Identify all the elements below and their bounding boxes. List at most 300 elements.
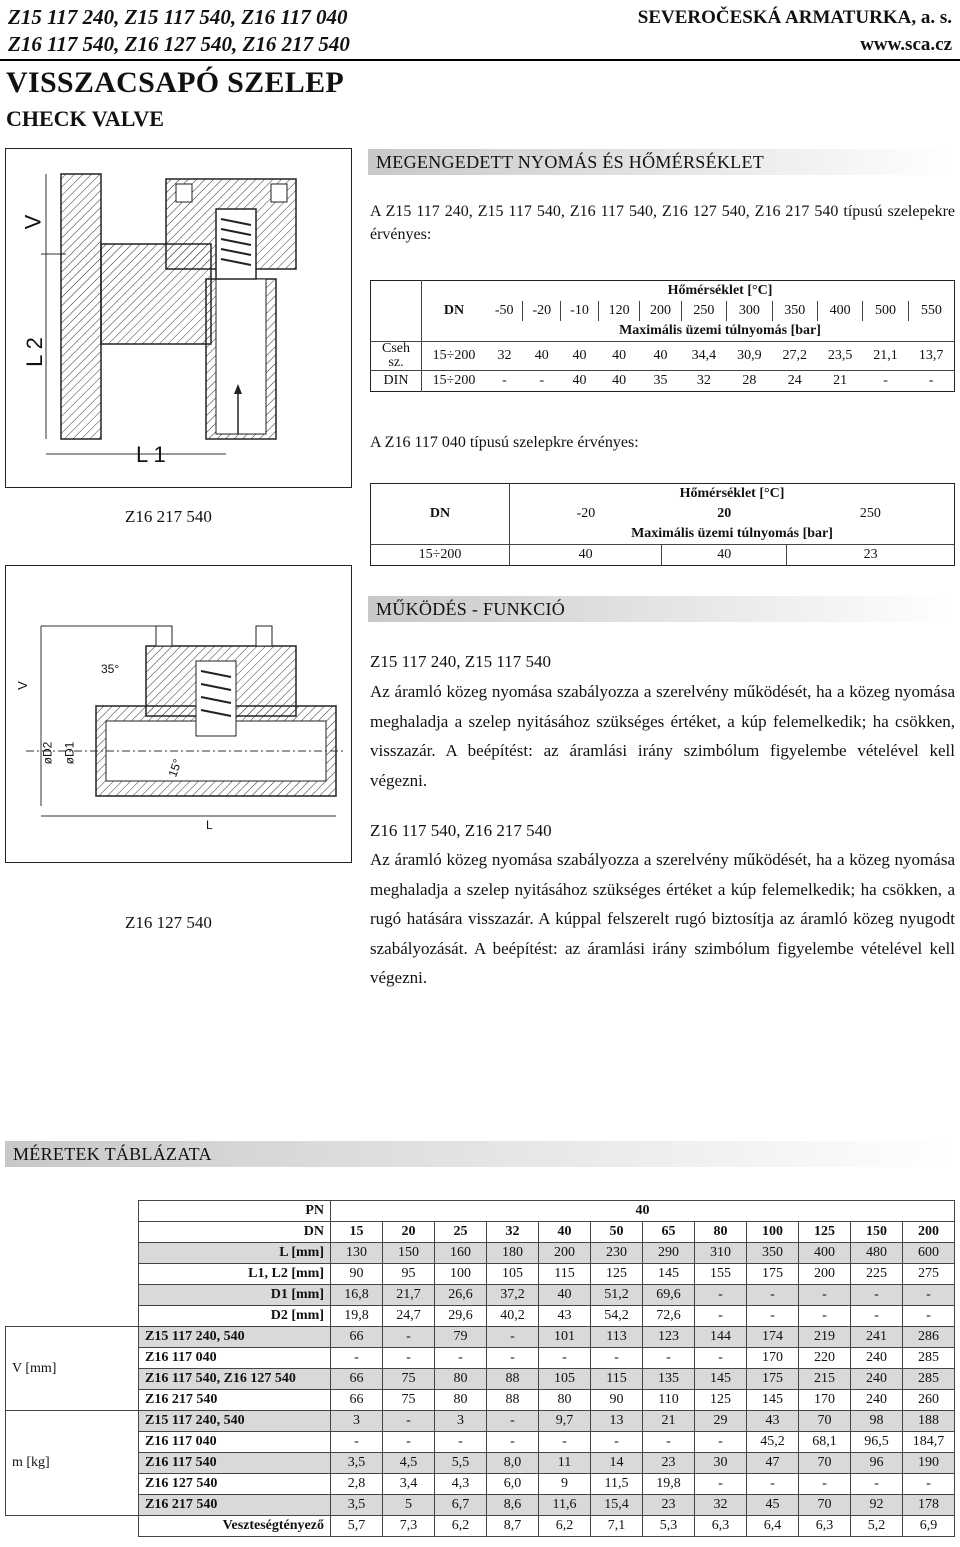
temp-header-2: Hőmérséklet [°C] bbox=[679, 486, 785, 501]
group-value: - bbox=[487, 1327, 539, 1348]
pressure-value: 28 bbox=[742, 373, 757, 388]
pressure-value: 30,9 bbox=[737, 348, 762, 363]
model-list-line1: Z15 117 240, Z15 117 540, Z16 117 040 bbox=[8, 5, 348, 29]
temp-cell: 500 bbox=[863, 301, 908, 321]
dim-label-l1: L 1 bbox=[136, 442, 166, 467]
dn-value: 15 bbox=[331, 1222, 383, 1243]
group-value: 98 bbox=[851, 1411, 903, 1432]
pressure-value: 40 bbox=[612, 373, 627, 388]
pressure-value: 40 bbox=[572, 373, 587, 388]
group-value: - bbox=[435, 1432, 487, 1453]
empty-cell bbox=[6, 1285, 139, 1306]
group-value: 90 bbox=[591, 1390, 643, 1411]
pn-value: 40 bbox=[331, 1201, 955, 1222]
pressure-value: 13,7 bbox=[918, 348, 944, 363]
dim-label-d2: øD2 bbox=[40, 741, 55, 765]
group-value: 96,5 bbox=[851, 1432, 903, 1453]
group-value: 178 bbox=[903, 1495, 955, 1516]
temp-cell: 120 bbox=[598, 301, 639, 321]
empty-cell bbox=[6, 1243, 139, 1264]
pressure-table-2 bbox=[370, 483, 955, 566]
group-value: 3,5 bbox=[331, 1453, 383, 1474]
dimension-value: 480 bbox=[851, 1243, 903, 1264]
standard-cell: DIN bbox=[371, 371, 422, 392]
group-value: 125 bbox=[695, 1390, 747, 1411]
drawing-caption-1: Z16 217 540 bbox=[125, 507, 212, 526]
loss-value: 6,2 bbox=[435, 1516, 487, 1537]
temp-cell: 250 bbox=[859, 506, 881, 521]
dim-label-v: V bbox=[20, 214, 46, 230]
group-value: 29 bbox=[695, 1411, 747, 1432]
product-label: Z16 117 040 bbox=[139, 1432, 331, 1453]
pressure-value: 35 bbox=[653, 373, 668, 388]
dimension-value: 40 bbox=[539, 1285, 591, 1306]
corner-cell bbox=[371, 281, 422, 342]
dimension-value: 400 bbox=[799, 1243, 851, 1264]
temp-cell: 20 bbox=[717, 506, 732, 521]
pressure-value: - bbox=[539, 373, 545, 388]
company-name: SEVEROČESKÁ ARMATURKA, a. s. bbox=[637, 7, 952, 28]
dim-label-l: L bbox=[206, 818, 213, 832]
dimension-value: 125 bbox=[591, 1264, 643, 1285]
group-value: 9 bbox=[539, 1474, 591, 1495]
angle-label-15: 15° bbox=[165, 757, 185, 779]
pressure-value: 24 bbox=[787, 373, 802, 388]
group-value: 145 bbox=[695, 1369, 747, 1390]
group-row bbox=[6, 1474, 955, 1495]
group-value: - bbox=[383, 1327, 435, 1348]
dimension-value: - bbox=[695, 1306, 747, 1327]
dimension-row bbox=[6, 1264, 955, 1285]
dimension-value: 100 bbox=[435, 1264, 487, 1285]
group-value: - bbox=[383, 1411, 435, 1432]
dn-value: 20 bbox=[383, 1222, 435, 1243]
loss-value: 6,9 bbox=[903, 1516, 955, 1537]
dimension-value: 115 bbox=[539, 1264, 591, 1285]
group-value: 66 bbox=[331, 1369, 383, 1390]
pressure-value: 32 bbox=[497, 348, 512, 363]
group-value: 6,0 bbox=[487, 1474, 539, 1495]
group-row bbox=[6, 1369, 955, 1390]
group-value: 2,8 bbox=[331, 1474, 383, 1495]
temp-cell: 200 bbox=[640, 301, 681, 321]
temp-cell: 250 bbox=[681, 301, 726, 321]
temp-cell: -20 bbox=[576, 506, 596, 521]
product-label: Z16 117 040 bbox=[139, 1348, 331, 1369]
dimension-row bbox=[6, 1306, 955, 1327]
model-list bbox=[8, 4, 350, 58]
group-row bbox=[6, 1327, 955, 1348]
dim-label-l2: L 2 bbox=[21, 337, 47, 367]
group-value: - bbox=[331, 1432, 383, 1453]
group-value: 23 bbox=[643, 1453, 695, 1474]
group-value: - bbox=[695, 1432, 747, 1453]
dimension-value: 69,6 bbox=[643, 1285, 695, 1306]
group-value: 30 bbox=[695, 1453, 747, 1474]
group-value: 123 bbox=[643, 1327, 695, 1348]
group-value: 11,6 bbox=[539, 1495, 591, 1516]
group-value: 5,5 bbox=[435, 1453, 487, 1474]
group-value: 19,8 bbox=[643, 1474, 695, 1495]
group-value: 184,7 bbox=[903, 1432, 955, 1453]
empty-cell bbox=[6, 1516, 139, 1537]
group-value: - bbox=[383, 1432, 435, 1453]
group-value: 219 bbox=[799, 1327, 851, 1348]
dn-value: 150 bbox=[851, 1222, 903, 1243]
group-value: - bbox=[383, 1348, 435, 1369]
pressure-value: - bbox=[928, 373, 934, 388]
product-label: Z15 117 240, 540 bbox=[139, 1327, 331, 1348]
dimensions-table-body bbox=[6, 1201, 955, 1537]
group-value: 110 bbox=[643, 1390, 695, 1411]
group-value: 240 bbox=[851, 1369, 903, 1390]
loss-value: 8,7 bbox=[487, 1516, 539, 1537]
group-value: 175 bbox=[747, 1369, 799, 1390]
group-value: 80 bbox=[435, 1390, 487, 1411]
group-value: 8,6 bbox=[487, 1495, 539, 1516]
group-value: 75 bbox=[383, 1390, 435, 1411]
group-value: 96 bbox=[851, 1453, 903, 1474]
group-row bbox=[6, 1495, 955, 1516]
pn-row bbox=[6, 1201, 955, 1222]
dn-header: DN bbox=[443, 303, 465, 318]
group-row bbox=[6, 1453, 955, 1474]
group-value: 5 bbox=[383, 1495, 435, 1516]
group-value: 174 bbox=[747, 1327, 799, 1348]
dimension-label: D2 [mm] bbox=[139, 1306, 331, 1327]
page-subtitle: CHECK VALVE bbox=[6, 106, 164, 131]
group-value: 45,2 bbox=[747, 1432, 799, 1453]
function-text-1: Az áramló közeg nyomása szabályozza a szerelvény működését, ha a közeg nyomása meghaladja a szelep nyitásához szükséges értéket, a kúp felemelkedik; ha csökken, visszazár. A beépítést: az áramlási irány szimbólum figyelembe vételével kell végezni. bbox=[370, 682, 955, 790]
group-value: 101 bbox=[539, 1327, 591, 1348]
page-title: VISSZACSAPÓ SZELEP bbox=[6, 66, 345, 99]
dimension-value: 200 bbox=[799, 1264, 851, 1285]
group-value: 13 bbox=[591, 1411, 643, 1432]
empty-cell bbox=[6, 1264, 139, 1285]
valve-drawing-welded bbox=[5, 565, 352, 863]
group-value: 32 bbox=[695, 1495, 747, 1516]
dimension-value: 24,7 bbox=[383, 1306, 435, 1327]
dimension-value: 43 bbox=[539, 1306, 591, 1327]
drawing-caption-2: Z16 127 540 bbox=[125, 913, 212, 932]
group-value: - bbox=[539, 1348, 591, 1369]
function-subheading-2: Z16 117 540, Z16 217 540 bbox=[370, 821, 552, 840]
dimension-value: - bbox=[799, 1285, 851, 1306]
group-value: 260 bbox=[903, 1390, 955, 1411]
group-value: 215 bbox=[799, 1369, 851, 1390]
group-value: 241 bbox=[851, 1327, 903, 1348]
group-value: - bbox=[487, 1348, 539, 1369]
dimension-value: 21,7 bbox=[383, 1285, 435, 1306]
group-row bbox=[6, 1348, 955, 1369]
group-value: - bbox=[695, 1474, 747, 1495]
group-value: 240 bbox=[851, 1390, 903, 1411]
group-value: 11,5 bbox=[591, 1474, 643, 1495]
product-label: Z16 117 540, Z16 127 540 bbox=[139, 1369, 331, 1390]
pressure-row bbox=[371, 371, 955, 392]
dn-header-2: DN bbox=[371, 484, 510, 545]
dimension-label: L1, L2 [mm] bbox=[139, 1264, 331, 1285]
dimension-value: 16,8 bbox=[331, 1285, 383, 1306]
dimension-value: 29,6 bbox=[435, 1306, 487, 1327]
pressure-value: 40 bbox=[662, 545, 787, 566]
group-value: 75 bbox=[383, 1369, 435, 1390]
group-value: 21 bbox=[643, 1411, 695, 1432]
group-value: 68,1 bbox=[799, 1432, 851, 1453]
pressure-table-2-row bbox=[371, 545, 955, 566]
group-value: 188 bbox=[903, 1411, 955, 1432]
angle-label-35: 35° bbox=[101, 662, 120, 676]
loss-value: 6,3 bbox=[695, 1516, 747, 1537]
pressure-value: 21 bbox=[833, 373, 848, 388]
group-value: 8,0 bbox=[487, 1453, 539, 1474]
group-value: - bbox=[539, 1432, 591, 1453]
dimension-value: - bbox=[695, 1285, 747, 1306]
dimension-value: 200 bbox=[539, 1243, 591, 1264]
model-list-line2: Z16 117 540, Z16 127 540, Z16 217 540 bbox=[8, 32, 350, 56]
group-value: 190 bbox=[903, 1453, 955, 1474]
dn-row bbox=[6, 1222, 955, 1243]
website: www.sca.cz bbox=[860, 34, 952, 55]
pressure-header-2: Maximális üzemi túlnyomás [bar] bbox=[631, 526, 833, 541]
temp-cell: -10 bbox=[561, 301, 599, 321]
temp-cell: -50 bbox=[494, 303, 514, 318]
pressure-value: 21,1 bbox=[873, 348, 898, 363]
dimension-value: 40,2 bbox=[487, 1306, 539, 1327]
group-value: 66 bbox=[331, 1390, 383, 1411]
group-value: - bbox=[643, 1348, 695, 1369]
pressure-table-1-body bbox=[371, 342, 955, 392]
pressure-value: 40 bbox=[572, 348, 587, 363]
temp-header: Hőmérséklet [°C] bbox=[667, 283, 773, 298]
group-value: - bbox=[695, 1348, 747, 1369]
temp-cell: 350 bbox=[772, 301, 817, 321]
dimension-value: 95 bbox=[383, 1264, 435, 1285]
dn-cell: 15÷200 bbox=[371, 545, 510, 566]
dimension-value: 37,2 bbox=[487, 1285, 539, 1306]
valve-section-drawing-2 bbox=[6, 566, 350, 861]
group-value: - bbox=[487, 1411, 539, 1432]
group-value: 43 bbox=[747, 1411, 799, 1432]
group-value: 3 bbox=[435, 1411, 487, 1432]
loss-value: 6,2 bbox=[539, 1516, 591, 1537]
group-value: - bbox=[487, 1432, 539, 1453]
temp-cell: -20 bbox=[523, 301, 561, 321]
section-title-dims: MÉRETEK TÁBLÁZATA bbox=[5, 1141, 955, 1167]
group-value: 170 bbox=[747, 1348, 799, 1369]
pressure-intro-2: A Z16 117 040 típusú szelepkre érvényes: bbox=[370, 434, 639, 451]
dimension-value: 26,6 bbox=[435, 1285, 487, 1306]
section-title-pressure: MEGENGEDETT NYOMÁS ÉS HŐMÉRSÉKLET bbox=[368, 149, 953, 175]
product-label: Z16 127 540 bbox=[139, 1474, 331, 1495]
group-value: 88 bbox=[487, 1390, 539, 1411]
group-value: 70 bbox=[799, 1453, 851, 1474]
dimension-value: 105 bbox=[487, 1264, 539, 1285]
pressure-value: 32 bbox=[696, 373, 711, 388]
group-value: 80 bbox=[435, 1369, 487, 1390]
group-value: 285 bbox=[903, 1348, 955, 1369]
group-value: 14 bbox=[591, 1453, 643, 1474]
loss-value: 5,7 bbox=[331, 1516, 383, 1537]
function-text-2: Az áramló közeg nyomása szabályozza a szerelvény működését, ha a közeg nyomása meghaladja a szelep nyitásához szükséges értéket a kúp felemelkedik; ha csökken, a rugó hatására visszazár. A kúppal felszerelt rugó biztosítja az áramló közeg nyugodt szabályozását. A beépítést: az áramlási irány szimbólum figyelembe vételével kell végezni. bbox=[370, 850, 955, 987]
dimension-value: 225 bbox=[851, 1264, 903, 1285]
valve-drawing-flanged bbox=[5, 148, 352, 488]
empty-cell bbox=[6, 1201, 139, 1222]
loss-label: Veszteségtényező bbox=[139, 1516, 331, 1537]
group-row bbox=[6, 1432, 955, 1453]
group-value: 4,5 bbox=[383, 1453, 435, 1474]
group-value: 3 bbox=[331, 1411, 383, 1432]
dn-cell: 15÷200 bbox=[432, 373, 476, 388]
dimension-value: 180 bbox=[487, 1243, 539, 1264]
group-value: 9,7 bbox=[539, 1411, 591, 1432]
dimension-value: 160 bbox=[435, 1243, 487, 1264]
group-value: - bbox=[903, 1474, 955, 1495]
pressure-table-1 bbox=[370, 280, 955, 392]
loss-value: 7,1 bbox=[591, 1516, 643, 1537]
dimension-value: 72,6 bbox=[643, 1306, 695, 1327]
group-value: 15,4 bbox=[591, 1495, 643, 1516]
group-label: V [mm] bbox=[6, 1327, 139, 1411]
loss-value: 5,2 bbox=[851, 1516, 903, 1537]
group-value: 88 bbox=[487, 1369, 539, 1390]
group-row bbox=[6, 1390, 955, 1411]
group-value: 286 bbox=[903, 1327, 955, 1348]
dimension-label: D1 [mm] bbox=[139, 1285, 331, 1306]
empty-cell bbox=[6, 1222, 139, 1243]
dn-value: 25 bbox=[435, 1222, 487, 1243]
dn-value: 125 bbox=[799, 1222, 851, 1243]
group-value: 11 bbox=[539, 1453, 591, 1474]
group-value: 66 bbox=[331, 1327, 383, 1348]
group-value: 45 bbox=[747, 1495, 799, 1516]
valve-section-drawing bbox=[6, 149, 350, 486]
group-value: - bbox=[591, 1348, 643, 1369]
group-value: 220 bbox=[799, 1348, 851, 1369]
loss-value: 6,3 bbox=[799, 1516, 851, 1537]
group-value: 144 bbox=[695, 1327, 747, 1348]
dimension-value: - bbox=[851, 1285, 903, 1306]
dn-value: 40 bbox=[539, 1222, 591, 1243]
group-value: - bbox=[851, 1474, 903, 1495]
group-value: 79 bbox=[435, 1327, 487, 1348]
company-block bbox=[638, 4, 952, 58]
temp-cell: 400 bbox=[817, 301, 862, 321]
pressure-value: - bbox=[883, 373, 888, 388]
dimension-value: 290 bbox=[643, 1243, 695, 1264]
loss-row bbox=[6, 1516, 955, 1537]
dimension-value: 155 bbox=[695, 1264, 747, 1285]
product-label: Z16 217 540 bbox=[139, 1390, 331, 1411]
group-label: m [kg] bbox=[6, 1411, 139, 1516]
dimension-value: - bbox=[799, 1306, 851, 1327]
empty-cell bbox=[6, 1306, 139, 1327]
group-value: 115 bbox=[591, 1369, 643, 1390]
dimension-value: - bbox=[903, 1285, 955, 1306]
group-row bbox=[6, 1411, 955, 1432]
group-value: 23 bbox=[643, 1495, 695, 1516]
temp-cell: 300 bbox=[727, 301, 772, 321]
pressure-value: 40 bbox=[612, 348, 627, 363]
header-divider bbox=[0, 59, 960, 61]
pressure-value: 40 bbox=[653, 348, 668, 363]
pressure-value: - bbox=[502, 373, 507, 388]
group-value: 240 bbox=[851, 1348, 903, 1369]
dimension-value: - bbox=[747, 1285, 799, 1306]
dimension-value: - bbox=[747, 1306, 799, 1327]
group-value: 70 bbox=[799, 1495, 851, 1516]
group-value: 4,3 bbox=[435, 1474, 487, 1495]
dn-cell: 15÷200 bbox=[432, 348, 476, 363]
product-label: Z15 117 240, 540 bbox=[139, 1411, 331, 1432]
pressure-value: 40 bbox=[578, 547, 593, 562]
dimension-row bbox=[6, 1243, 955, 1264]
dn-value: 65 bbox=[643, 1222, 695, 1243]
dn-value: 200 bbox=[903, 1222, 955, 1243]
dimension-value: 600 bbox=[903, 1243, 955, 1264]
pressure-intro-1: A Z15 117 240, Z15 117 540, Z16 117 540, Z16 127 540, Z16 217 540 típusú szelepekre érvényes: bbox=[370, 203, 955, 243]
group-value: - bbox=[591, 1432, 643, 1453]
pressure-value: 40 bbox=[534, 348, 549, 363]
group-value: 105 bbox=[539, 1369, 591, 1390]
dimension-value: 310 bbox=[695, 1243, 747, 1264]
dim-label-d1: øD1 bbox=[62, 741, 77, 765]
pressure-value: 23 bbox=[787, 545, 955, 566]
pn-label: PN bbox=[139, 1201, 331, 1222]
product-label: Z16 117 540 bbox=[139, 1453, 331, 1474]
pressure-value: 34,4 bbox=[691, 348, 717, 363]
dimension-value: 350 bbox=[747, 1243, 799, 1264]
dimension-value: 19,8 bbox=[331, 1306, 383, 1327]
section-title-function: MŰKÖDÉS - FUNKCIÓ bbox=[368, 596, 953, 622]
group-value: 3,5 bbox=[331, 1495, 383, 1516]
pressure-value: 27,2 bbox=[782, 348, 807, 363]
dimension-value: 51,2 bbox=[591, 1285, 643, 1306]
dim-label-v2: V bbox=[14, 681, 30, 690]
group-value: 145 bbox=[747, 1390, 799, 1411]
loss-value: 5,3 bbox=[643, 1516, 695, 1537]
group-value: 6,7 bbox=[435, 1495, 487, 1516]
dimension-value: 130 bbox=[331, 1243, 383, 1264]
group-value: - bbox=[435, 1348, 487, 1369]
group-value: 92 bbox=[851, 1495, 903, 1516]
dimension-value: - bbox=[903, 1306, 955, 1327]
group-value: 170 bbox=[799, 1390, 851, 1411]
group-value: 3,4 bbox=[383, 1474, 435, 1495]
dimension-row bbox=[6, 1285, 955, 1306]
dn-value: 50 bbox=[591, 1222, 643, 1243]
dimension-value: 54,2 bbox=[591, 1306, 643, 1327]
dimension-value: 145 bbox=[643, 1264, 695, 1285]
temp-cell: 550 bbox=[908, 301, 954, 321]
standard-cell: Cseh sz. bbox=[371, 342, 422, 371]
group-value: 80 bbox=[539, 1390, 591, 1411]
dimension-value: 275 bbox=[903, 1264, 955, 1285]
dn-label: DN bbox=[139, 1222, 331, 1243]
group-value: 47 bbox=[747, 1453, 799, 1474]
product-label: Z16 217 540 bbox=[139, 1495, 331, 1516]
dn-value: 100 bbox=[747, 1222, 799, 1243]
dn-value: 80 bbox=[695, 1222, 747, 1243]
group-value: - bbox=[747, 1474, 799, 1495]
dimension-label: L [mm] bbox=[139, 1243, 331, 1264]
group-value: - bbox=[799, 1474, 851, 1495]
function-subheading-1: Z15 117 240, Z15 117 540 bbox=[370, 652, 552, 671]
pressure-row bbox=[371, 342, 955, 371]
group-value: - bbox=[643, 1432, 695, 1453]
dimension-value: 90 bbox=[331, 1264, 383, 1285]
loss-value: 6,4 bbox=[747, 1516, 799, 1537]
